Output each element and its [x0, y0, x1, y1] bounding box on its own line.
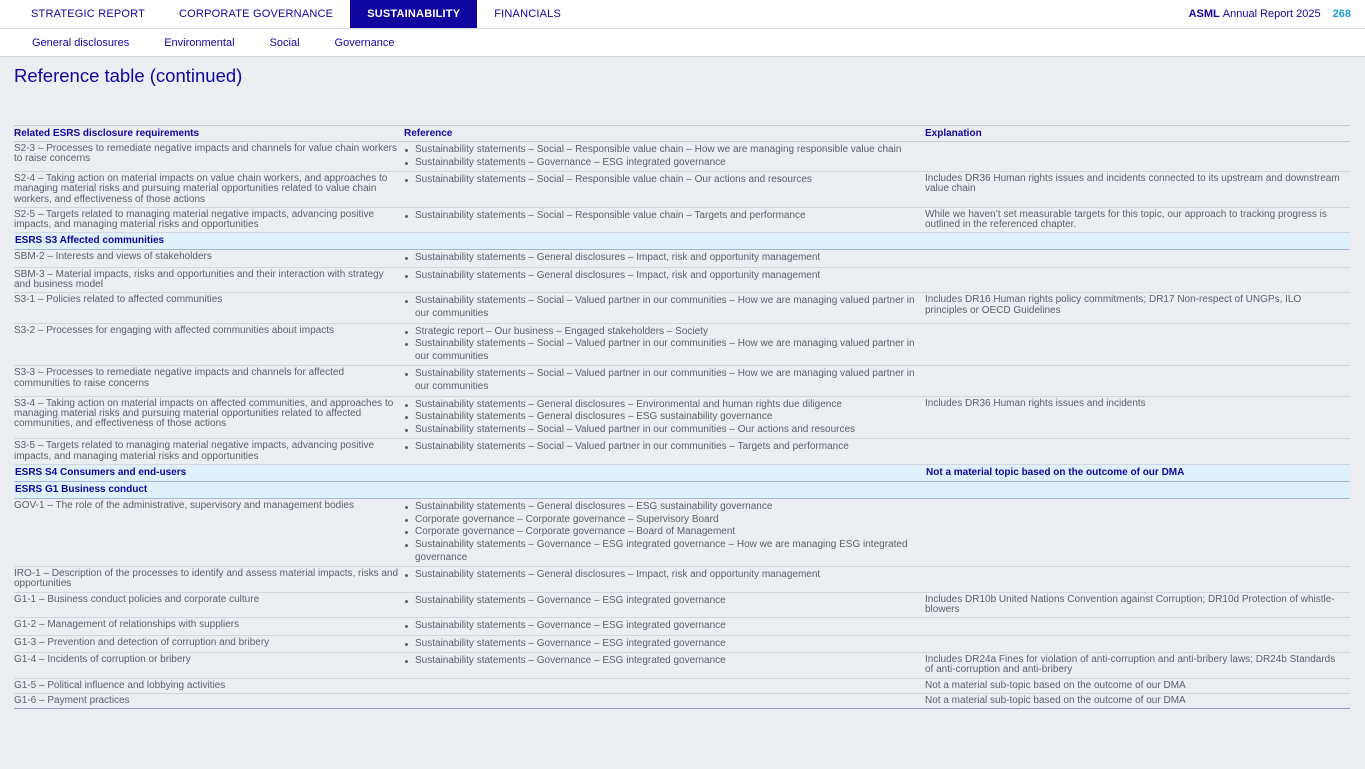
reference-cell — [404, 439, 925, 464]
section-title: ESRS S4 Consumers and end-users — [14, 464, 925, 481]
requirement-cell: GOV-1 – The role of the administrative, supervisory and management bodies — [14, 499, 404, 567]
reference-list — [404, 368, 921, 393]
requirement-cell: S2-4 – Taking action on material impacts on value chain workers, and approaches to managing material risks and pursuing material opportunities related to value chain workers, and effectiveness of those actions — [14, 172, 404, 208]
reference-list — [404, 144, 921, 169]
table-row — [14, 678, 1350, 693]
explanation-cell — [925, 617, 1350, 635]
sub-navigation — [0, 29, 1365, 57]
page-title: Reference table (continued) — [14, 65, 243, 86]
reference-link[interactable]: Sustainability statements – General disclosures – Impact, risk and opportunity management — [404, 569, 921, 582]
table-row — [14, 499, 1350, 567]
table-row — [14, 635, 1350, 653]
top-navigation — [0, 0, 1365, 29]
reference-list — [404, 270, 921, 283]
explanation-cell — [925, 567, 1350, 592]
requirement-cell: S3-1 – Policies related to affected communities — [14, 293, 404, 323]
reference-list — [404, 399, 921, 437]
table-row — [14, 693, 1350, 708]
reference-cell — [404, 693, 925, 708]
reference-link[interactable]: Sustainability statements – Social – Valued partner in our communities – Our actions and resources — [404, 424, 921, 437]
reference-cell — [404, 635, 925, 653]
reference-link[interactable]: Corporate governance – Corporate governance – Supervisory Board — [404, 514, 921, 527]
section-title: ESRS S3 Affected communities — [14, 233, 925, 250]
table-row — [14, 617, 1350, 635]
reference-link[interactable]: Sustainability statements – Governance – ESG integrated governance — [404, 620, 921, 633]
reference-list — [404, 655, 921, 668]
reference-link[interactable]: Sustainability statements – General disclosures – Impact, risk and opportunity management — [404, 270, 921, 283]
explanation-cell: Includes DR10b United Nations Convention against Corruption; DR10d Protection of whistle-blowers — [925, 592, 1350, 617]
reference-cell — [404, 678, 925, 693]
explanation-cell — [925, 142, 1350, 172]
explanation-cell — [925, 439, 1350, 464]
reference-link[interactable]: Sustainability statements – Social – Responsible value chain – Our actions and resources — [404, 174, 921, 187]
reference-cell — [404, 617, 925, 635]
reference-link[interactable]: Sustainability statements – General disclosures – Environmental and human rights due diligence — [404, 399, 921, 412]
tab-financials[interactable]: FINANCIALS — [494, 8, 562, 20]
reference-link[interactable]: Sustainability statements – General disclosures – ESG sustainability governance — [404, 411, 921, 424]
brand-name: ASML — [1188, 8, 1220, 20]
table-row — [14, 366, 1350, 396]
reference-cell — [404, 207, 925, 232]
reference-link[interactable]: Strategic report – Our business – Engaged stakeholders – Society — [404, 326, 921, 339]
table-row — [14, 250, 1350, 268]
reference-cell — [404, 653, 925, 678]
tab-corporate-governance[interactable]: CORPORATE GOVERNANCE — [179, 8, 334, 20]
explanation-cell: While we haven’t set measurable targets for this topic, our approach to tracking progress is outlined in the referenced chapter. — [925, 207, 1350, 232]
section-row — [14, 233, 1350, 250]
reference-link[interactable]: Corporate governance – Corporate governance – Board of Management — [404, 526, 921, 539]
explanation-cell: Includes DR36 Human rights issues and incidents connected to its upstream and downstream value chain — [925, 172, 1350, 208]
section-note — [925, 481, 1350, 498]
reference-link[interactable]: Sustainability statements – Governance – ESG integrated governance — [404, 655, 921, 668]
subnav-social[interactable]: Social — [269, 36, 300, 49]
reference-link[interactable]: Sustainability statements – General disclosures – Impact, risk and opportunity management — [404, 252, 921, 265]
reference-list — [404, 501, 921, 564]
reference-link[interactable]: Sustainability statements – Social – Valued partner in our communities – Targets and performance — [404, 441, 921, 454]
reference-table — [14, 125, 1350, 709]
explanation-cell: Not a material sub-topic based on the outcome of our DMA — [925, 693, 1350, 708]
reference-list — [404, 174, 921, 187]
reference-cell — [404, 592, 925, 617]
requirement-cell: G1-5 – Political influence and lobbying activities — [14, 678, 404, 693]
reference-cell — [404, 142, 925, 172]
table-row — [14, 323, 1350, 366]
requirement-cell: G1-4 – Incidents of corruption or bribery — [14, 653, 404, 678]
reference-list — [404, 595, 921, 608]
reference-list — [404, 295, 921, 320]
requirement-cell: S2-3 – Processes to remediate negative impacts and channels for value chain workers to raise concerns — [14, 142, 404, 172]
subnav-governance[interactable]: Governance — [334, 36, 395, 49]
reference-link[interactable]: Sustainability statements – Governance – ESG integrated governance — [404, 595, 921, 608]
section-row — [14, 481, 1350, 498]
requirement-cell: S3-3 – Processes to remediate negative impacts and channels for affected communities to raise concerns — [14, 366, 404, 396]
requirement-cell: G1-1 – Business conduct policies and corporate culture — [14, 592, 404, 617]
table-row — [14, 293, 1350, 323]
reference-link[interactable]: Sustainability statements – Social – Responsible value chain – How we are managing responsible value chain — [404, 144, 921, 157]
reference-link[interactable]: Sustainability statements – Social – Valued partner in our communities – How we are managing valued partner in our communities — [404, 295, 921, 320]
explanation-cell — [925, 268, 1350, 293]
report-info — [1189, 0, 1351, 28]
table-body — [14, 142, 1350, 709]
explanation-cell — [925, 635, 1350, 653]
reference-link[interactable]: Sustainability statements – Governance – ESG integrated governance — [404, 157, 921, 170]
reference-cell — [404, 268, 925, 293]
requirement-cell: IRO-1 – Description of the processes to identify and assess material impacts, risks and opportunities — [14, 567, 404, 592]
tab-sustainability[interactable]: SUSTAINABILITY — [350, 0, 477, 28]
reference-list — [404, 638, 921, 651]
reference-link[interactable]: Sustainability statements – Social – Valued partner in our communities – How we are managing valued partner in our communities — [404, 368, 921, 393]
section-note: Not a material topic based on the outcome of our DMA — [925, 464, 1350, 481]
reference-link[interactable]: Sustainability statements – Social – Responsible value chain – Targets and performance — [404, 210, 921, 223]
reference-cell — [404, 323, 925, 366]
requirement-cell: G1-3 – Prevention and detection of corruption and bribery — [14, 635, 404, 653]
explanation-cell: Includes DR16 Human rights policy commitments; DR17 Non-respect of UNGPs, ILO principles or OECD Guidelines — [925, 293, 1350, 323]
table-row — [14, 142, 1350, 172]
requirement-cell: S3-5 – Targets related to managing material negative impacts, advancing positive impacts, and managing material risks and opportunities — [14, 439, 404, 464]
requirement-cell: S2-5 – Targets related to managing material negative impacts, advancing positive impacts, and managing material risks and opportunities — [14, 207, 404, 232]
requirement-cell: G1-6 – Payment practices — [14, 693, 404, 708]
reference-list — [404, 620, 921, 633]
reference-cell — [404, 499, 925, 567]
table-row — [14, 268, 1350, 293]
section-row — [14, 464, 1350, 481]
subnav-environmental[interactable]: Environmental — [164, 36, 235, 49]
section-title: ESRS G1 Business conduct — [14, 481, 925, 498]
table-header-row — [14, 126, 1350, 142]
reference-cell — [404, 172, 925, 208]
reference-link[interactable]: Sustainability statements – Governance – ESG integrated governance — [404, 638, 921, 651]
top-tabs — [0, 0, 578, 28]
table-row — [14, 653, 1350, 678]
header-explanation: Explanation — [925, 126, 1350, 142]
requirement-cell: G1-2 – Management of relationships with suppliers — [14, 617, 404, 635]
table-row — [14, 567, 1350, 592]
requirement-cell: SBM-3 – Material impacts, risks and opportunities and their interaction with strategy and business model — [14, 268, 404, 293]
table-row — [14, 207, 1350, 232]
reference-cell — [404, 567, 925, 592]
explanation-cell — [925, 366, 1350, 396]
reference-cell — [404, 250, 925, 268]
report-name: Annual Report 2025 — [1222, 8, 1321, 20]
table-row — [14, 172, 1350, 208]
reference-cell — [404, 366, 925, 396]
requirement-cell: SBM-2 – Interests and views of stakeholders — [14, 250, 404, 268]
reference-list — [404, 326, 921, 364]
reference-list — [404, 441, 921, 454]
table-row — [14, 592, 1350, 617]
requirement-cell: S3-4 – Taking action on material impacts on affected communities, and approaches to managing material risks and pursuing material opportunities related to affected communities, and effectiveness of those actions — [14, 396, 404, 439]
header-requirements: Related ESRS disclosure requirements — [14, 126, 404, 142]
reference-link[interactable]: Sustainability statements – Social – Valued partner in our communities – How we are managing valued partner in our communities — [404, 338, 921, 363]
explanation-cell: Not a material sub-topic based on the outcome of our DMA — [925, 678, 1350, 693]
tab-strategic-report[interactable]: STRATEGIC REPORT — [31, 8, 146, 20]
requirement-cell: S3-2 – Processes for engaging with affected communities about impacts — [14, 323, 404, 366]
explanation-cell — [925, 323, 1350, 366]
page-number: 268 — [1332, 8, 1351, 20]
section-note — [925, 233, 1350, 250]
explanation-cell: Includes DR36 Human rights issues and incidents — [925, 396, 1350, 439]
table-row — [14, 439, 1350, 464]
reference-list — [404, 210, 921, 223]
reference-link[interactable]: Sustainability statements – Governance – ESG integrated governance – How we are managing ESG integrated governance — [404, 539, 921, 564]
header-reference: Reference — [404, 126, 925, 142]
reference-list — [404, 252, 921, 265]
reference-cell — [404, 396, 925, 439]
reference-cell — [404, 293, 925, 323]
subnav-general-disclosures[interactable]: General disclosures — [32, 36, 130, 49]
explanation-cell — [925, 250, 1350, 268]
explanation-cell — [925, 499, 1350, 567]
reference-list — [404, 569, 921, 582]
explanation-cell: Includes DR24a Fines for violation of anti-corruption and anti-bribery laws; DR24b Standards of anti-corruption and anti-bribery — [925, 653, 1350, 678]
reference-link[interactable]: Sustainability statements – General disclosures – ESG sustainability governance — [404, 501, 921, 514]
table-row — [14, 396, 1350, 439]
